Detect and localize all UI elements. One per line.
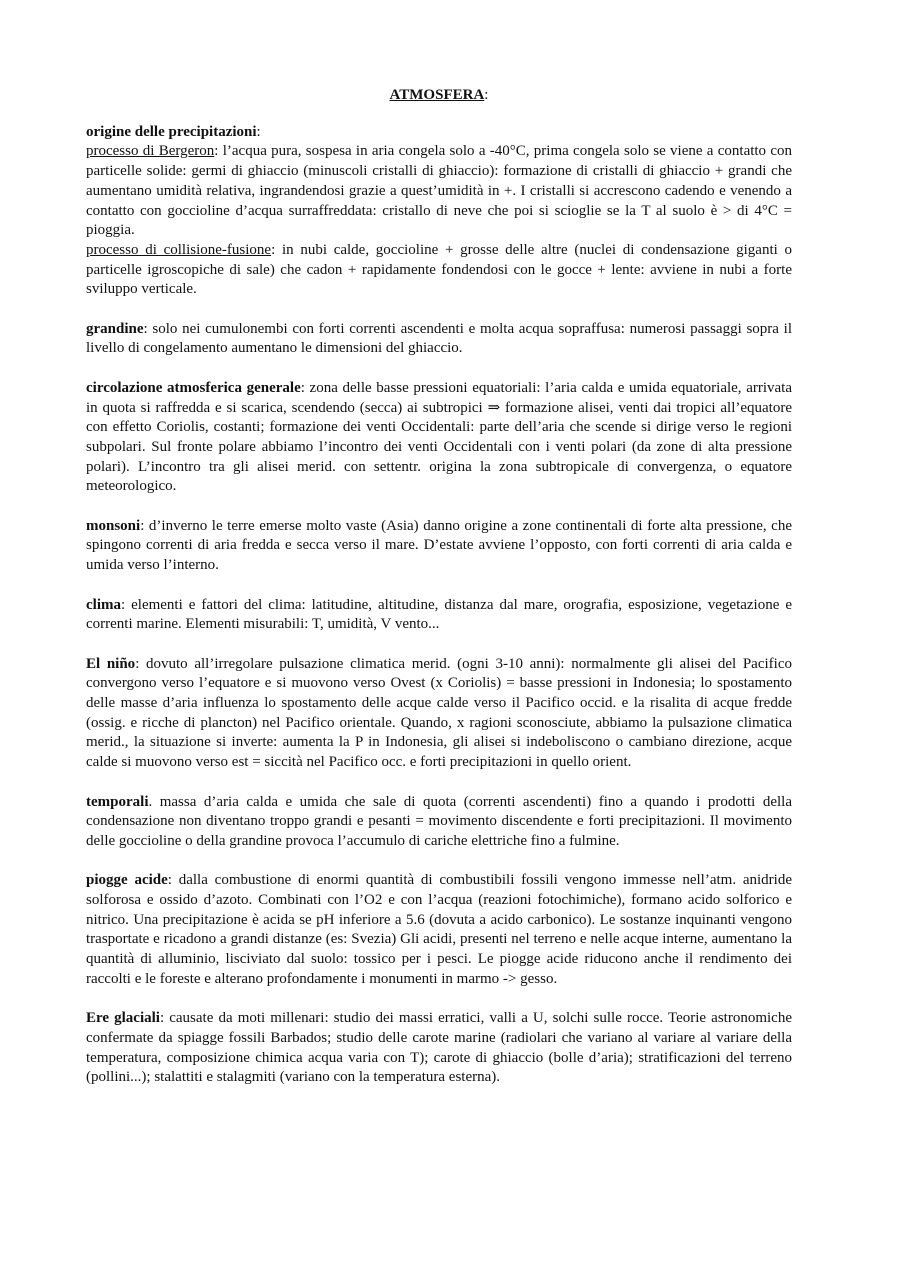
section-text: : dovuto all’irregolare pulsazione climatica merid. (ogni 3-10 anni): normalmente gli alisei del Pacifico convergono verso l’equatore e si muovono verso Ovest (x Coriolis) = basse pressioni in Indonesia; lo spostamento delle masse d’aria influenza lo spostamento delle acque calde verso il Pacifico occid. e la risalita di acque fredde (ossig. e ricche di plancton) nel Pacifico orientale. Quando, x ragioni sconosciute, abbiamo la pulsazione climatica merid., la situazione si inverte: aumenta la P in Indonesia, gli alisei si indeboliscono o cambiano direzione, acque calde si muovono verso est = siccità nel Pacifico occ. e forti precipitazioni in quello orient.	[86, 655, 792, 771]
section-heading: circolazione atmosferica generale	[86, 379, 301, 396]
section-heading: temporali	[86, 793, 149, 810]
page-title	[86, 86, 792, 106]
section-text: : elementi e fattori del clima: latitudine, altitudine, distanza dal mare, orografia, esposizione, vegetazione e correnti marine. Elementi misurabili: T, umidità, V vento...	[86, 596, 792, 633]
section-circolazione	[86, 379, 792, 497]
section-el-nino	[86, 655, 792, 773]
section-text: : dalla combustione di enormi quantità di combustibili fossili vengono immesse nell’atm. anidride solforosa e ossido d’azoto. Combinati con l’O2 e con l’acqua (reazioni fotochimiche), formano acido solforico e nitrico. Una precipitazione è acida se pH inferiore a 5.6 (dovuta a acido carbonico). Le sostanze inquinanti vengono trasportate e ricadono a grandi distanze (es: Svezia) Gli acidi, presenti nel terreno e nelle acque interne, aumentano la quantità di alluminio, lisciviato dal suolo: tossico per i pesci. Le piogge acide riducono anche il rendimento dei raccolti e le foreste e alterano profondamente i monumenti in marmo -> gesso.	[86, 872, 792, 987]
section-text: : d’inverno le terre emerse molto vaste (Asia) danno origine a zone continentali di forte alta pressione, che spingono correnti di aria fredda e secca verso il mare. D’estate avviene l’opposto, con forti correnti di aria calda e umida verso l’interno.	[86, 517, 792, 574]
section-text: : solo nei cumulonembi con forti correnti ascendenti e molta acqua sopraffusa: numerosi passaggi sopra il livello di congelamento aumentano le dimensioni del ghiaccio.	[86, 320, 792, 357]
section-temporali	[86, 793, 792, 852]
section-heading: monsoni	[86, 517, 141, 534]
section-text: : causate da moti millenari: studio dei massi erratici, valli a U, solchi sulle rocce. Teorie astronomiche confermate da spiagge fossili Barbados; studio delle carote marine (radiolari che variano al variare al variare della temperatura, composizione chimica acqua varia con T); carote di ghiaccio (bolle d’aria); stratificazioni del terreno (pollini...); stalattiti e stalagmiti (variano con la temperatura esterna).	[86, 1010, 792, 1086]
section-clima	[86, 596, 792, 635]
page-title-colon: :	[484, 87, 489, 103]
section-heading: Ere glaciali	[86, 1010, 160, 1027]
document-page	[86, 86, 792, 1108]
section-monsoni	[86, 517, 792, 576]
section-heading: clima	[86, 596, 121, 613]
paragraph-collisione-fusione	[86, 241, 792, 300]
paragraph-lead: processo di Bergeron	[86, 143, 215, 160]
paragraph-bergeron	[86, 142, 792, 241]
section-text: : zona delle basse pressioni equatoriali: l’aria calda e umida equatoriale, arrivata in quota si raffredda e si scarica, scendendo (secca) ai subtropici ⇒ formazione alisei, venti dai tropici all’equatore con effetto Coriolis, costanti; formazione dei venti Occidentali: parte dell’aria che scende si dirige verso le regioni subpolari. Sul fronte polare abbiamo l’incontro dei venti Occidentali con i venti polari (da zone di alta pressione polari). L’incontro tra gli alisei merid. con settentr. origina la zona subtropicale di convergenza, o equatore meteorologico.	[86, 379, 792, 495]
section-origine-precipitazioni	[86, 123, 792, 300]
section-heading: grandine	[86, 320, 144, 337]
section-ere-glaciali	[86, 1009, 792, 1088]
paragraph-lead: processo di collisione-fusione	[86, 241, 272, 258]
section-heading-line	[86, 123, 792, 143]
section-heading: El niño	[86, 655, 136, 672]
section-piogge-acide	[86, 871, 792, 989]
page-title-text: ATMOSFERA	[389, 87, 485, 103]
section-grandine	[86, 320, 792, 359]
paragraph-text: : in nubi calde, goccioline + grosse delle altre (nuclei di condensazione giganti o particelle igroscopiche di sale) che cadon + rapidamente fondendosi con le gocce + lente: avviene in nubi a forte sviluppo verticale.	[86, 241, 793, 298]
section-heading: origine delle precipitazioni	[86, 123, 257, 140]
section-heading: piogge acide	[86, 872, 168, 889]
section-text: . massa d’aria calda e umida che sale di quota (correnti ascendenti) fino a quando i prodotti della condensazione non diventano troppo grandi e pesanti = movimento discendente e forti precipitazioni. Il movimento delle goccioline o della grandine provoca l’accumulo di cariche elettriche fino a fulmine.	[86, 793, 792, 849]
section-heading-colon: :	[256, 123, 261, 140]
paragraph-text: : l’acqua pura, sospesa in aria congela solo a -40°C, prima congela solo se viene a contatto con particelle solide: germi di ghiaccio (minuscoli cristalli di ghiaccio): formazione di cristalli di ghiaccio + grandi che aumentano umidità relativa, ingrandendosi grazie a quest’umidità in +. I cristalli si accrescono cadendo e venendo a contatto con goccioline d’acqua surraffreddata: cristallo di neve che poi si scioglie se la T al suolo è > di 4°C = pioggia.	[86, 143, 792, 239]
